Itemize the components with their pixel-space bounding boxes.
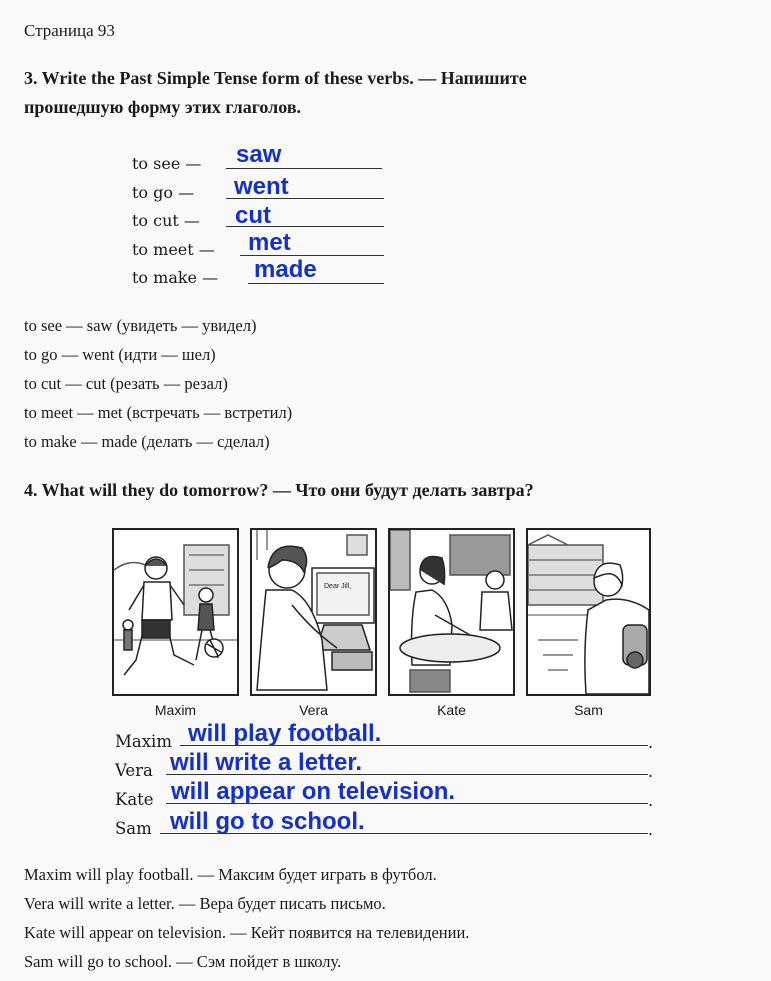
translation-line: to go — went (идти — шел): [24, 345, 216, 364]
answer-period: .: [648, 820, 654, 839]
translation-line: Vera will write a letter. — Вера будет писать письмо.: [24, 894, 386, 913]
page-label: Страница 93: [24, 21, 115, 40]
verb-prompt: to see —: [132, 154, 202, 173]
task4-heading: 4. What will they do tomorrow? — Что они будут делать завтра?: [24, 480, 534, 500]
handwritten-answer: will go to school.: [170, 808, 365, 835]
verb-answer: met: [248, 229, 291, 256]
answer-period: .: [648, 791, 654, 810]
translation-line: Sam will go to school. — Сэм пойдет в школу.: [24, 952, 342, 971]
translation-line: to see — saw (увидеть — увидел): [24, 316, 257, 335]
answer-name: Maxim: [115, 732, 172, 751]
answer-name: Sam: [115, 819, 152, 838]
verb-prompt: to go —: [132, 183, 195, 202]
picture-maxim-football: [112, 528, 239, 696]
verb-prompt: to make —: [132, 268, 219, 287]
verb-answer: went: [234, 173, 289, 200]
handwritten-answer: will appear on television.: [171, 778, 456, 805]
task3-heading-line2: прошедшую форму этих глаголов.: [24, 97, 302, 117]
caption-sam: Sam: [574, 702, 603, 718]
caption-vera: Vera: [299, 702, 328, 718]
translation-line: Kate will appear on television. — Кейт появится на телевидении.: [24, 923, 470, 942]
picture-kate-television: [388, 528, 515, 696]
verb-answer: made: [254, 256, 317, 283]
verb-prompt: to cut —: [132, 211, 200, 230]
task3-heading-line1: 3. Write the Past Simple Tense form of these verbs. — Напишите: [24, 68, 527, 88]
translation-line: Maxim will play football. — Максим будет играть в футбол.: [24, 865, 437, 884]
translation-line: to cut — cut (резать — резал): [24, 374, 228, 393]
answer-period: .: [648, 733, 654, 752]
verb-prompt: to meet —: [132, 240, 215, 259]
picture-vera-computer: [250, 528, 377, 696]
picture-sam-school: [526, 528, 651, 696]
answer-name: Vera: [115, 761, 153, 780]
handwritten-answer: will write a letter.: [170, 749, 363, 776]
handwritten-answer: will play football.: [188, 720, 382, 747]
translation-line: to make — made (делать — сделал): [24, 432, 270, 451]
translation-line: to meet — met (встречать — встретил): [24, 403, 293, 422]
verb-answer: saw: [236, 141, 282, 168]
answer-name: Kate: [115, 790, 154, 809]
verb-answer: cut: [235, 202, 271, 229]
caption-kate: Kate: [437, 702, 466, 718]
answer-period: .: [648, 762, 654, 781]
letter-text: Dear Jill,: [324, 583, 352, 590]
caption-maxim: Maxim: [154, 702, 197, 718]
